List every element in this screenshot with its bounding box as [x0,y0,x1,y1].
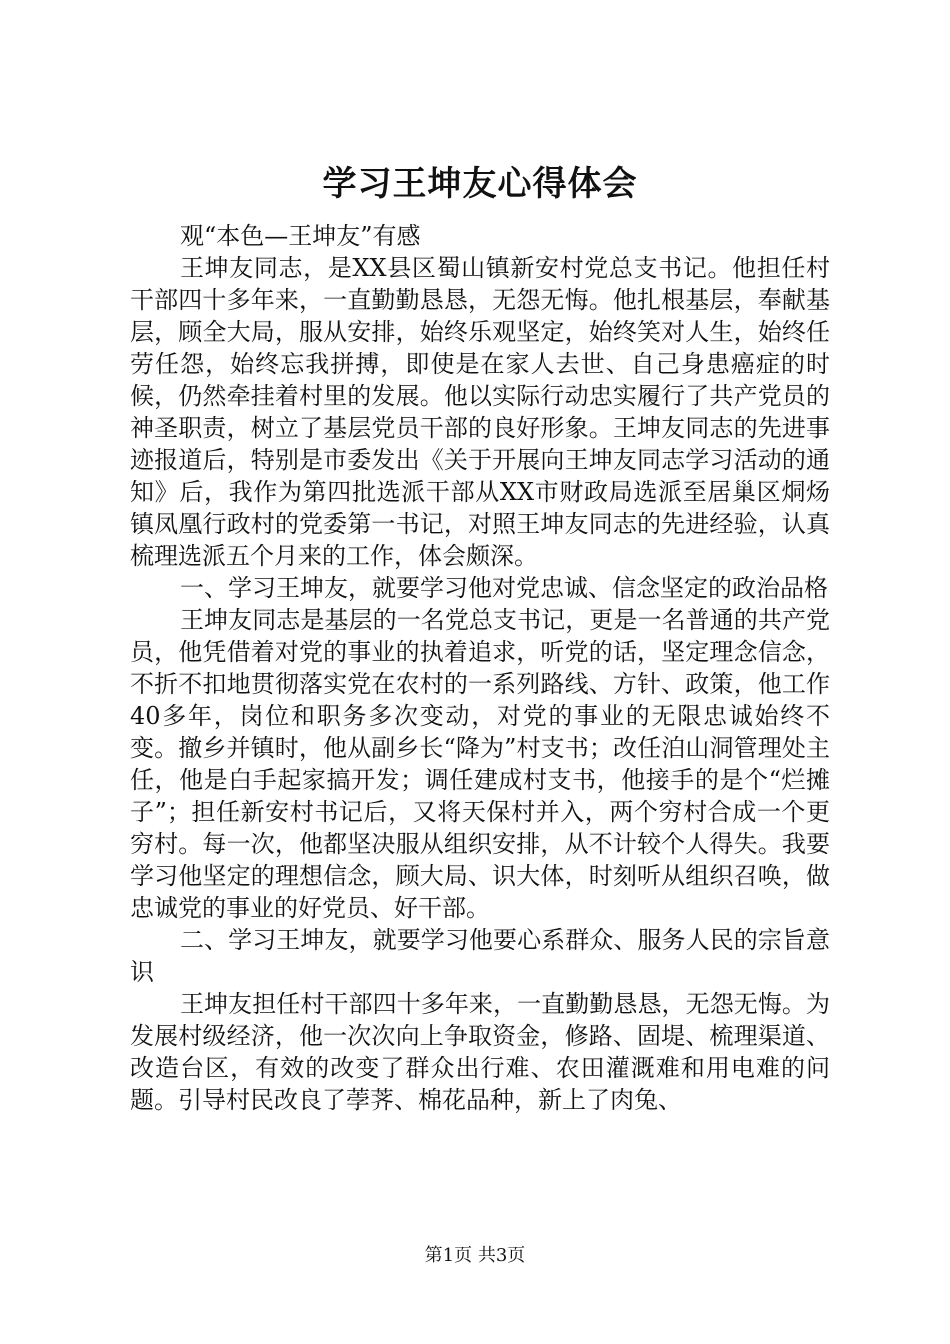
document-title: 学习王坤友心得体会 [322,164,638,204]
paragraph-intro: 王坤友同志，是XX县区蜀山镇新安村党总支书记。他担任村干部四十多年来，一直勤勤恳恳，无怨无悔。他扎根基层，奉献基层，顾全大局，服从安排，始终乐观坚定，始终笑对人生，始终任劳任怨，始终忘我拼搏，即使是在家人去世、自己身患癌症的时候，仍然牵挂着村里的发展。他以实际行动忠实履行了共产党员的神圣职责，树立了基层党员干部的良好形象。王坤友同志的先进事迹报道后，特别是市委发出《关于开展向王坤友同志学习活动的通知》后，我作为第四批选派干部从XX市财政局选派至居巢区烔炀镇凤凰行政村的党委第一书记，对照王坤友同志的先进经验，认真梳理选派五个月来的工作，体会颇深。 [130,254,830,570]
section-heading-2: 二、学习王坤友，就要学习他要心系群众、服务人民的宗旨意识 [130,926,830,986]
document-page [130,150,830,1116]
paragraph-section-2: 王坤友担任村干部四十多年来，一直勤勤恳恳，无怨无悔。为发展村级经济，他一次次向上争取资金，修路、固堤、梳理渠道、改造台区，有效的改变了群众出行难、农田灌溉难和用电难的问题。引导村民改良了荸荠、棉花品种，新上了肉兔、 [130,990,830,1114]
document-subtitle: 观“本色—王坤友”有感 [180,222,421,250]
paragraph-section-1: 王坤友同志是基层的一名党总支书记，更是一名普通的共产党员，他凭借着对党的事业的执着追求，听党的话，坚定理念信念，不折不扣地贯彻落实党在农村的一系列路线、方针、政策，他工作40多年，岗位和职务多次变动，对党的事业的无限忠诚始终不变。撤乡并镇时，他从副乡长“降为”村支书；改任泊山洞管理处主任，他是白手起家搞开发；调任建成村支书，他接手的是个“烂摊子”；担任新安村书记后，又将天保村并入，两个穷村合成一个更穷村。每一次，他都坚决服从组织安排，从不计较个人得失。我要学习他坚定的理想信念，顾大局、识大体，时刻听从组织召唤，做忠诚党的事业的好党员、好干部。 [130,606,830,922]
section-heading-1: 一、学习王坤友，就要学习他对党忠诚、信念坚定的政治品格 [180,574,828,602]
page-footer: 第1页 共3页 [424,1245,526,1266]
